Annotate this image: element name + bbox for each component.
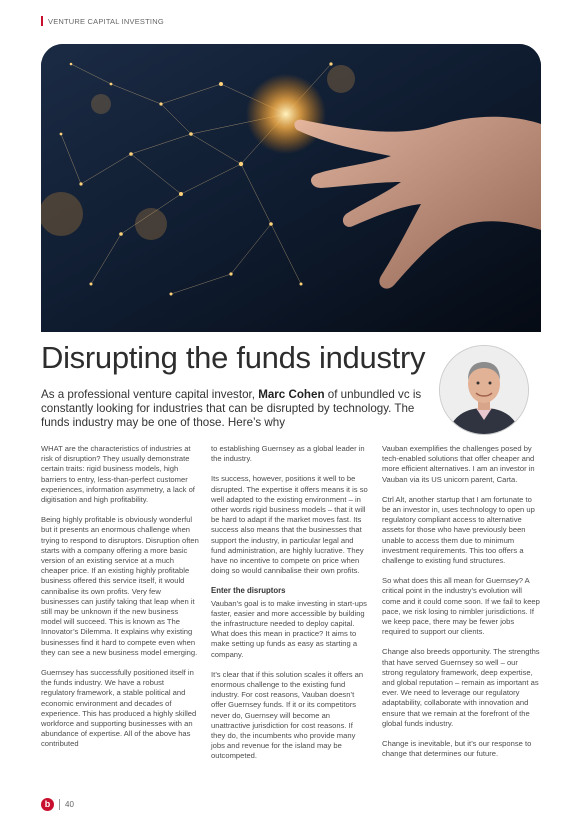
article-intro <box>41 388 426 430</box>
page-number: 40 <box>65 799 74 809</box>
column-3 <box>382 444 540 769</box>
paragraph: Vauban exemplifies the challenges posed by tech-enabled solutions that offer cheaper and more efficient alternatives. I am an investor in Vauban via its US unicorn parent, Carta. <box>382 444 535 484</box>
paragraph: Ctrl Alt, another startup that I am fortunate to be an investor in, uses technology to open up regulatory compliant access to alternative assets for those who have previously been unable to access them due to minimum investment requirements. This too offers a challenge to existing fund structures. <box>382 494 535 566</box>
author-photo <box>439 345 529 435</box>
column-1 <box>41 444 199 760</box>
paragraph: It’s clear that if this solution scales it offers an enormous challenge to the existing fund industry. For cost reasons, Vauban doesn’t offer Guernsey funds. If it or its competitors never do, Guernsey will become an unattractive jurisdiction for cost reasons. If they do, the incumbents who provide many jobs and revenue for the island may be outcompeted. <box>211 669 364 761</box>
page-footer <box>41 797 74 811</box>
paragraph: Change also breeds opportunity. The strengths that have served Guernsey so well – our strong regulatory framework, deep expertise, and global reputation – remain as important as ever. We need to leverage our regulatory adaptability, collaborate with innovation and ensure that we remain at the forefront of the global funds industry. <box>382 647 540 728</box>
paragraph: to establishing Guernsey as a global leader in the industry. <box>211 444 365 464</box>
section-label: VENTURE CAPITAL INVESTING <box>48 16 164 26</box>
paragraph: So what does this all mean for Guernsey? A critical point in the industry’s evolution will come and it could come soon. If we fail to keep pace, we risk losing to nimbler jurisdictions. If we keep pace, there may be fewer jobs required to support our clients. <box>382 576 540 637</box>
paragraph: Guernsey has successfully positioned itself in the funds industry. We have a robust regulatory framework, a stable political and economic environment and decades of experience. This has produced a highly skilled workforce and supporting businesses with an abundance of expertise. All of the above has contributed <box>41 668 197 749</box>
section-marker <box>41 16 43 26</box>
article-title: Disrupting the funds industry <box>41 340 426 375</box>
author-name: Marc Cohen <box>258 388 325 401</box>
article-body <box>41 444 541 784</box>
hero-image <box>41 44 541 332</box>
paragraph: Being highly profitable is obviously wonderful but it presents an enormous challenge when trying to respond to disruptors. Disruption often starts with a company offering a more basic version of an existing service at a much cheaper price. If an existing highly profitable business offered this service itself, it would cannibalise its own profits. Very few businesses can justify taking that leap when it still may be unknown if the new business model will succeed. This is known as The Innovator’s Dilemma. It explains why existing businesses find it hard to compete even when they can see a new business model emerging. <box>41 515 199 657</box>
publication-logo-icon: b <box>41 798 54 811</box>
subheading: Enter the disruptors <box>211 586 286 596</box>
paragraph: Its success, however, positions it well to be disrupted. The expertise it offers means it is so well adapted to the existing environment – in other words rigid business models – that it will be hard to adapt if the market moves fast. Its success also means that the businesses that support the industry, in particular legal and fund administration, are highly lucrative. They have no incentive to compete on price when doing so would cannibalise their own profits. <box>211 474 368 576</box>
footer-divider <box>59 799 60 810</box>
section-tag <box>41 16 164 26</box>
paragraph: Vauban’s goal is to make investing in start-ups faster, easier and more accessible by building the infrastructure needed to deploy capital. What does this mean in practice? It aims to make setting up funds as easy as starting a company. <box>211 598 367 659</box>
intro-lead: As a professional venture capital investor, <box>41 388 259 401</box>
paragraph: WHAT are the characteristics of industries at risk of disruption? They usually demonstrate certain traits: rigid business models, high barriers to entry, less-than-perfect customer experiences, information asymmetry, a lack of digitisation and high profitability. <box>41 444 195 505</box>
column-2 <box>211 444 369 772</box>
paragraph: Change is inevitable, but it’s our response to change that determines our future. <box>382 739 532 759</box>
intro-rest: of unbundled vc is constantly looking for industries that can be disrupted by technology. The funds industry may be one of those. Here’s why <box>41 388 422 429</box>
